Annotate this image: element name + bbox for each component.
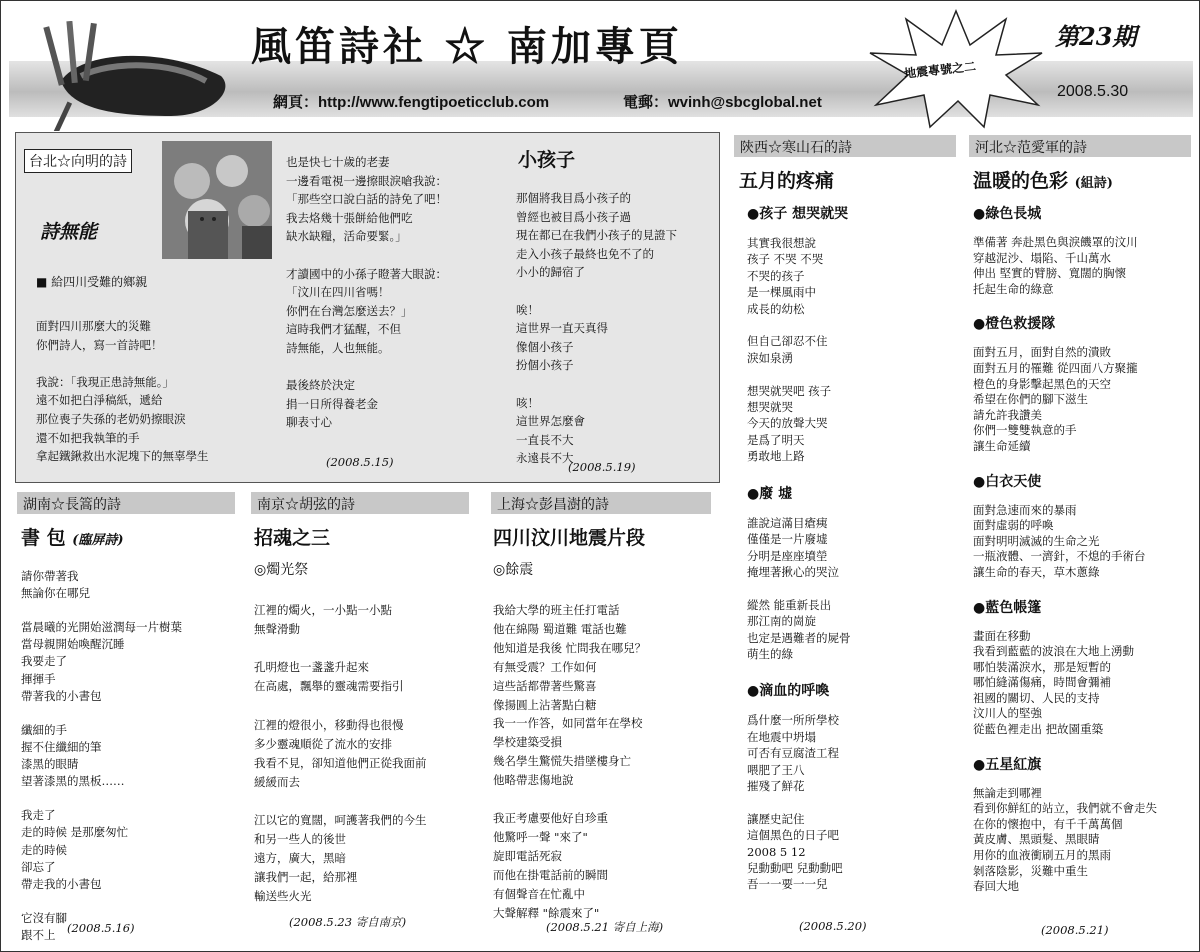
issue-date: 2008.5.30 [1057,83,1129,100]
poem-line: 摧殘了鮮花 [747,778,805,793]
poem-line: 無論你在哪兒 [21,586,90,601]
shanghai-poem [493,601,646,922]
poem-line: 萌生的綠 [747,646,793,661]
poem-line: 還不如把我執筆的手 [36,430,140,445]
hunan-subtitle: (臨屏詩) [72,533,124,548]
feature-col3 [516,189,677,468]
hebei-title-text: 温暖的色彩 [973,170,1069,192]
poem-line: 和另一些人的後世 [254,832,346,847]
poem-line: 成長的幼松 [747,301,805,316]
poem-line: 穿越泥沙、塌陷、千山萬水 [973,250,1111,265]
poem-line: 那個將我目爲小孩子的 [516,191,631,205]
poem-line [747,794,851,810]
poem-line: 哪怕縫滿傷痛，時間會彌補 [973,675,1111,690]
poem-line: 望著漆黑的黑板…… [21,774,125,789]
poem-line [516,282,677,301]
poem-line: 讓歷史記住 [747,811,805,826]
hunan-poem [21,568,182,944]
poem-line: 現在都已在我們小孩子的見證下 [516,228,677,243]
poem-line: 但自己卻忍不住 [747,334,828,349]
shanghai-header: 上海☆彭昌澍的詩 [491,492,711,514]
shaanxi-header: 陝西☆寒山石的詩 [734,135,956,157]
hunan-header: 湖南☆長篙的詩 [17,492,235,514]
poem-line [747,580,851,596]
poem-line: 面對五月，面對自然的潰敗 [973,345,1111,360]
poem-line: 掩埋著揪心的哭泣 [747,564,839,579]
poem-line: 你們一雙雙執意的手 [973,423,1077,438]
poem-line: 旋即電話死寂 [493,848,562,863]
poem-line: 我去烙幾十張餅給他們吃 [286,210,413,225]
issue-number: 第23期 [1055,22,1137,51]
bagpipe-logo-icon [21,21,251,131]
poem-line: 纖細的手 [21,722,67,737]
poem-line: 不哭的孩子 [747,268,805,283]
poem-line: 在高處，飄舉的靈魂需要指引 [254,679,404,694]
poem-line: 黃皮膚、黑頭髮、黑眼睛 [973,832,1100,847]
poem-line: 我給大學的班主任打電話 [493,603,620,617]
poem-line: 跟不上 [21,927,56,942]
section-heading: ●藍色帳篷 [973,599,1042,616]
poem-line: 當母親開始喚醒沉睡 [21,637,125,652]
nanjing-title: 招魂之三 [254,527,331,549]
poem-line: 孩子 不哭 不哭 [747,252,824,267]
poem-line: 面對五月的罹難 從四面八方聚攏 [973,360,1138,375]
poem-line: 走的時候 是那麼匆忙 [21,825,129,840]
poem-line: 卻忘了 [21,859,56,874]
poem-line: 想哭就哭吧 孩子 [747,383,832,398]
poem-line: 揮揮手 [21,671,56,686]
shanghai-title: 四川汶川地震片段 [493,527,646,549]
poem-line: 爲什麼一所所學校 [747,713,839,728]
poem-line [747,366,851,382]
poem-line: 像揚圓上沾著點白糖 [493,697,597,712]
poem-line: 其實我很想說 [747,236,816,250]
shaanxi-poems [747,203,851,893]
poem-line: 也是快七十歲的老妻 [286,155,390,169]
feature-author-label: 台北☆向明的詩 [24,149,132,173]
hebei-date: (2008.5.21) [1041,923,1109,937]
poem-line: 你們在台灣怎麼送去？」 [286,303,413,318]
nanjing-date: (2008.5.23 寄自南京) [289,915,407,929]
nanjing-header: 南京☆胡弦的詩 [251,492,469,514]
poem-line: 請允許我讚美 [973,407,1042,422]
poem-line: 這些話都帶著些驚喜 [493,678,597,693]
shanghai-date: (2008.5.21 寄自上海) [546,920,664,934]
hunan-title [21,523,124,550]
children-photo [162,141,272,259]
poem-line: 咳！ [516,395,539,410]
poem-line: 它沒有腳 [21,910,67,925]
poem-line: 當晨曦的光開始滋潤每一片樹葉 [21,620,182,635]
poem-line: 用你的血液衝刷五月的黑雨 [973,848,1111,863]
poem-line: 一邊看電視一邊擦眼淚嗆我說： [286,173,447,188]
poem-line: 從藍色裡走出 把故園重築 [973,722,1104,737]
poem-line: 走的時候 [21,842,67,857]
poem-line: 在地震中坍塌 [747,729,816,744]
poem-line: 聊表寸心 [286,415,332,430]
poem-line [254,792,427,811]
poem-line: 面對明明滅滅的生命之光 [973,533,1100,548]
nanjing-poem [254,601,427,907]
poem-line: 無聲滑動 [254,622,300,637]
poem-line: 幾名學生驚慌失措墜樓身亡 [493,754,631,769]
section-heading: ●白衣天使 [973,473,1042,490]
section-heading: ●滴血的呼喚 [747,683,830,700]
poem-line: 伸出 堅實的臂膀、寬闊的胸懷 [973,266,1127,281]
feature-col2 [286,153,447,432]
poem-line: 永遠長不大 [516,451,574,466]
poem-line: 捐一日所得養老金 [286,396,378,411]
poem-line: 小小的歸宿了 [516,265,585,280]
poem-line: 無論走到哪裡 [973,785,1042,800]
poem-line [36,354,209,373]
poem-line: 有個聲音在忙亂中 [493,886,585,901]
poem-line: 他知道是我後 忙問我在哪兒？ [493,640,647,655]
website-link[interactable]: 網頁：http://www.fengtipoeticclub.com [273,94,550,111]
poem-line: 我要走了 [21,654,67,669]
poem-line: 讓生命延續 [973,438,1031,453]
feature-dedication: ■ 給四川受難的鄉親 [36,275,148,289]
poem-line: 這世界一直天真得 [516,321,608,336]
poem-line: 今天的放聲大哭 [747,416,828,431]
poem-line: 祖國的關切、人民的支持 [973,690,1100,705]
feature-col1 [36,317,209,466]
poem-line: 是一棵風雨中 [747,285,816,300]
poem-line: 輸送些火光 [254,889,312,904]
hunan-title-text: 書 包 [21,527,66,549]
poem-line: 畫面在移動 [973,628,1031,643]
poem-line: 讓生命的春天，草木蔥綠 [973,564,1100,579]
poem-line: 面對四川那麼大的災難 [36,319,151,333]
nanjing-section: ◎燭光祭 [254,562,309,578]
section-heading: ●孩子 想哭就哭 [747,206,849,222]
hunan-date: (2008.5.16) [67,921,135,935]
poem-line [254,639,427,658]
masthead-title: 風笛詩社 ☆ 南加專頁 [251,23,683,70]
poem-line: 孔明燈也一盞盞升起來 [254,660,369,675]
hebei-title [973,166,1113,193]
poem-line: 吾一一要一一兒 [747,877,828,892]
poem-line [21,790,182,807]
poem-line: 有無受震？工作如何 [493,659,597,674]
poem-line: 看到你鮮紅的站立，我們就不會走失 [973,801,1157,816]
poem-line: 他略帶悲傷地說 [493,773,574,788]
poem-line: 縱然 能重新長出 [747,597,832,612]
poem-line [747,317,851,333]
poem-line: 喂肥了王八 [747,762,805,777]
poem-line: 請你帶著我 [21,569,79,583]
poem-line: 也定是遇難者的屍骨 [747,630,851,645]
poem-line: 唉！ [516,302,539,317]
poem-line: 你們詩人，寫一首詩吧！ [36,337,163,352]
poem-line: 大聲解釋 "餘震來了" [493,905,600,920]
feature-box [15,132,720,483]
hebei-subtitle: (組詩) [1074,176,1113,191]
poem-line: 遠方，廣大，黑暗 [254,851,346,866]
poem-line: 誰說這滿目瘡痍 [747,515,828,530]
hebei-poems [973,203,1157,895]
poem-line: 多少靈魂順從了流水的安排 [254,736,392,751]
poem-line [254,696,427,715]
poem-line [516,375,677,394]
poem-line: 哪怕裝滿淚水，那是短暫的 [973,659,1111,674]
poem-line: 僅僅是一片廢墟 [747,532,828,547]
poem-line: 漆黑的眼睛 [21,757,79,772]
poem-line: 我看到藍藍的波浪在大地上湧動 [973,644,1134,659]
poem-line: 江裡的燭火，一小點一小點 [254,603,392,617]
poem-line: 江以它的寬闊，呵護著我們的今生 [254,813,427,828]
poem-line [286,246,447,265]
shanghai-section: ◎餘震 [493,562,534,578]
poem-line: 可否有豆腐渣工程 [747,746,839,761]
poem-line: 兒動動吧 兒動動吧 [747,861,843,875]
poem-line: 像個小孩子 [516,339,574,354]
section-heading: ●廢 墟 [747,485,793,502]
poem-line: 詩無能，人也無能。 [286,340,390,355]
poem-line: 「汶川在四川省嗎！ [286,285,390,300]
poem-line: 緩緩而去 [254,774,300,789]
poem-line: 那江南的崗旋 [747,614,816,629]
poem-line: 才讀國中的小孫子瞪著大眼說： [286,266,447,281]
hebei-header: 河北☆范愛軍的詩 [969,135,1191,157]
poem-line: 希望在你們的腳下滋生 [973,392,1088,407]
poem-line: 勇敢地上路 [747,449,805,464]
shaanxi-date: (2008.5.20) [799,919,867,933]
feature-col3-title: 小孩子 [518,149,576,171]
poem-line: 讓我們一起，給那裡 [254,870,358,885]
poem-line: 這個黑色的日子吧 [747,828,839,843]
special-issue-tag: 地震專號之二 [903,59,977,81]
poem-line: 他驚呼一聲 "來了" [493,829,588,844]
feature-poem-title: 詩無能 [40,221,98,243]
poem-line: 我一一作答，如同當年在學校 [493,716,643,731]
poem-line: 那位喪子失孫的老奶奶擦眼淚 [36,411,186,426]
poem-line: 帶走我的小書包 [21,876,102,891]
poem-line: 這世界怎麼會 [516,414,585,429]
poem-line: 我說：「我現正患詩無能。」 [36,374,174,389]
email-link[interactable]: 電郵：wvinh@sbcglobal.net [623,94,822,111]
poem-line: 扮個小孩子 [516,358,574,373]
poem-line: 汶川人的堅強 [973,706,1042,721]
poem-line: 握不住纖細的筆 [21,739,102,754]
feature-col2-date: (2008.5.15) [326,455,394,469]
poem-line: 面對急速而來的暴雨 [973,502,1077,517]
poem-line: 缺水缺糧，活命要緊。」 [286,229,407,244]
poem-line: 想哭就哭 [747,400,793,415]
poem-line: 我走了 [21,808,56,823]
section-heading: ●橙色救援隊 [973,316,1056,333]
poem-line: 剝落陰影，災難中重生 [973,863,1088,878]
poem-line: 是爲了明天 [747,432,805,447]
poem-line: 托起生命的綠意 [973,281,1054,296]
poem-line: 帶著我的小書包 [21,688,102,703]
poem-line: 一直長不大 [516,432,574,447]
poem-line: 走入小孩子最終也免不了的 [516,246,654,261]
section-heading: ●綠色長城 [973,206,1042,222]
poem-line: 春回大地 [973,879,1019,894]
poem-line: 他在綿陽 蜀道難 電話也難 [493,621,627,636]
section-heading: ●五星紅旗 [973,756,1042,773]
poem-line [493,790,646,809]
poem-line: 我看不見，卻知道他們正從我面前 [254,755,427,770]
shaanxi-title: 五月的疼痛 [739,170,835,192]
poem-line: 橙色的身影擊起黑色的天空 [973,376,1111,391]
poem-line: 拿起鐵鍬救出水泥塊下的無辜學生 [36,449,209,464]
poem-line: 我正考慮要他好自珍重 [493,810,608,825]
poem-line: 而他在掛電話前的瞬間 [493,867,608,882]
poem-line: 學校建築受損 [493,735,562,750]
poem-line: 分明是座座墳塋 [747,548,828,563]
poem-line: 準備著 奔赴黑色與淚饑罩的汶川 [973,235,1138,249]
poem-line: 「那些空口說白話的詩免了吧！ [286,192,447,207]
poem-line: 這時我們才猛醒，不但 [286,322,401,337]
poem-line: 最後終於決定 [286,378,355,393]
poem-line [21,602,182,619]
poem-line [21,893,182,910]
poem-line: 2008 5 12 [747,844,806,859]
poem-line [286,358,447,377]
poem-line: 曾經也被目爲小孩子過 [516,209,631,224]
feature-col3-date: (2008.5.19) [568,460,636,474]
poem-line: 遠不如把白淨稿紙，遞給 [36,393,163,408]
poem-line: 江裡的燈很小，移動得也很慢 [254,717,404,732]
poem-line: 面對虛弱的呼喚 [973,518,1054,533]
poem-line: 在你的懷抱中，有千千萬萬個 [973,816,1123,831]
poem-line: 淚如泉湧 [747,350,793,365]
poem-line [21,705,182,722]
poem-line: 一瓶液體、一濟針，不熄的手術台 [973,549,1146,564]
